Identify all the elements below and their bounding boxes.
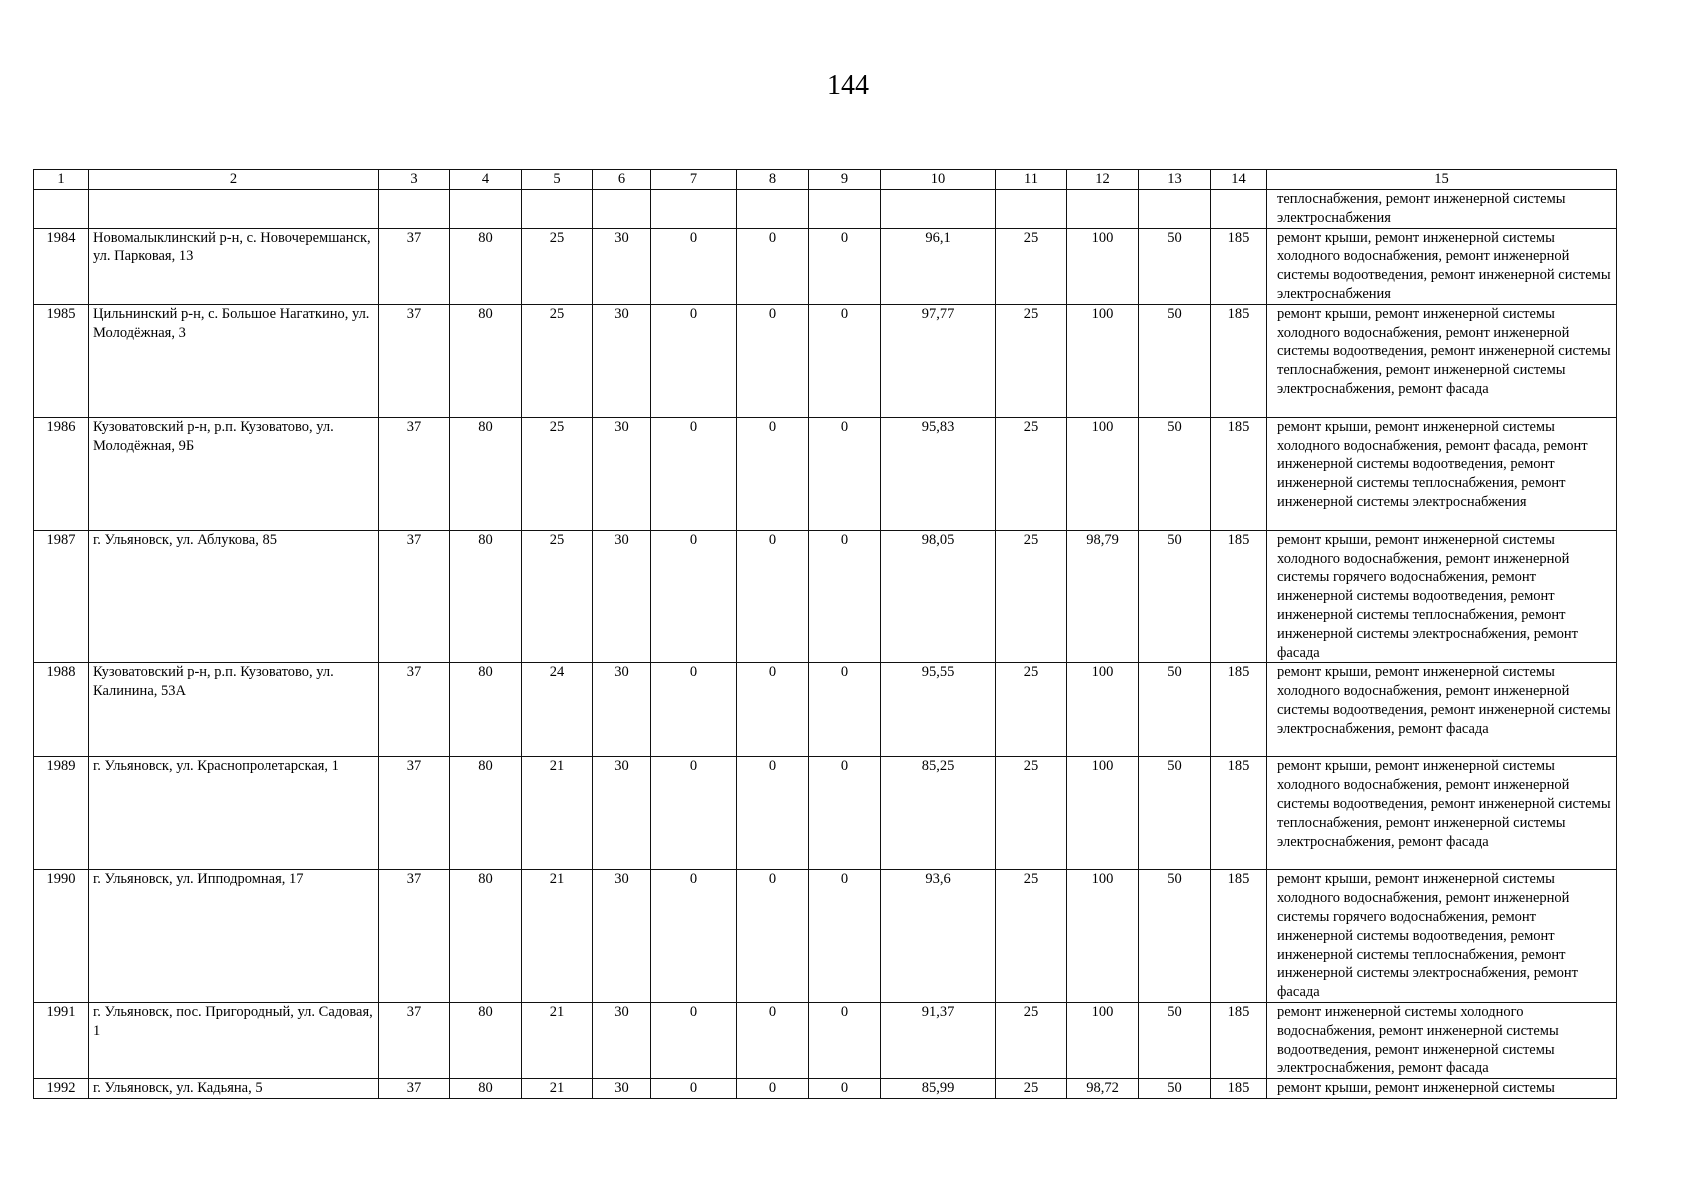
column-header: 14 (1211, 170, 1267, 190)
address-cell: Кузоватовский р-н, р.п. Кузоватово, ул. Калинина, 53А (89, 663, 379, 757)
value-cell: 25 (996, 304, 1067, 417)
value-cell: 100 (1067, 663, 1139, 757)
value-cell: 0 (809, 417, 881, 530)
row-number-cell: 1990 (34, 870, 89, 1003)
value-cell: 25 (522, 304, 593, 417)
value-cell: 80 (450, 417, 522, 530)
column-header: 3 (379, 170, 450, 190)
value-cell: 50 (1139, 304, 1211, 417)
address-cell: Цильнинский р-н, с. Большое Нагаткино, ул. Молодёжная, 3 (89, 304, 379, 417)
value-cell: 185 (1211, 663, 1267, 757)
value-cell: 100 (1067, 417, 1139, 530)
works-cell: ремонт крыши, ремонт инженерной системы холодного водоснабжения, ремонт инженерной системы горячего водоснабжения, ремонт инженерной системы водоотведения, ремонт инженерной системы теплоснабжения, ремонт инженерной системы электроснабжения, ремонт фасада (1267, 530, 1617, 663)
value-cell: 80 (450, 870, 522, 1003)
value-cell: 185 (1211, 1079, 1267, 1099)
value-cell: 185 (1211, 304, 1267, 417)
value-cell: 0 (651, 870, 737, 1003)
value-cell: 21 (522, 757, 593, 870)
value-cell: 0 (737, 757, 809, 870)
column-header: 15 (1267, 170, 1617, 190)
table-row-continued (34, 190, 1617, 229)
works-cell: ремонт крыши, ремонт инженерной системы холодного водоснабжения, ремонт фасада, ремонт инженерной системы водоотведения, ремонт инженерной системы теплоснабжения, ремонт инженерной системы электроснабжения (1267, 417, 1617, 530)
value-cell: 37 (379, 870, 450, 1003)
value-cell: 50 (1139, 228, 1211, 304)
row-number-cell: 1989 (34, 757, 89, 870)
value-cell: 25 (522, 228, 593, 304)
value-cell: 0 (651, 1002, 737, 1078)
value-cell: 185 (1211, 228, 1267, 304)
value-cell: 0 (809, 228, 881, 304)
works-cell: ремонт крыши, ремонт инженерной системы холодного водоснабжения, ремонт инженерной системы водоотведения, ремонт инженерной системы теплоснабжения, ремонт инженерной системы электроснабжения, ремонт фасада (1267, 757, 1617, 870)
column-header: 10 (881, 170, 996, 190)
value-cell: 100 (1067, 1002, 1139, 1078)
row-number-cell: 1988 (34, 663, 89, 757)
value-cell: 85,99 (881, 1079, 996, 1099)
value-cell: 97,77 (881, 304, 996, 417)
value-cell: 0 (651, 417, 737, 530)
address-cell: г. Ульяновск, ул. Аблукова, 85 (89, 530, 379, 663)
value-cell: 37 (379, 228, 450, 304)
value-cell: 0 (809, 304, 881, 417)
column-header: 8 (737, 170, 809, 190)
column-header: 7 (651, 170, 737, 190)
address-cell: г. Ульяновск, пос. Пригородный, ул. Садовая, 1 (89, 1002, 379, 1078)
row-number-cell: 1986 (34, 417, 89, 530)
value-cell: 0 (809, 1002, 881, 1078)
value-cell: 25 (522, 417, 593, 530)
value-cell: 85,25 (881, 757, 996, 870)
value-cell: 185 (1211, 870, 1267, 1003)
value-cell: 0 (737, 1002, 809, 1078)
value-cell: 30 (593, 1002, 651, 1078)
value-cell: 91,37 (881, 1002, 996, 1078)
table-row (34, 530, 1617, 663)
value-cell: 25 (996, 228, 1067, 304)
value-cell: 37 (379, 1079, 450, 1099)
table-row (34, 757, 1617, 870)
value-cell: 95,83 (881, 417, 996, 530)
table-row (34, 228, 1617, 304)
value-cell: 50 (1139, 870, 1211, 1003)
column-header: 6 (593, 170, 651, 190)
value-cell: 25 (996, 1002, 1067, 1078)
value-cell: 98,05 (881, 530, 996, 663)
value-cell: 0 (809, 663, 881, 757)
value-cell: 80 (450, 304, 522, 417)
value-cell: 25 (996, 870, 1067, 1003)
value-cell: 98,72 (1067, 1079, 1139, 1099)
value-cell: 37 (379, 304, 450, 417)
works-cell: теплоснабжения, ремонт инженерной системы электроснабжения (1267, 190, 1617, 229)
column-header: 13 (1139, 170, 1211, 190)
value-cell: 50 (1139, 530, 1211, 663)
column-header: 12 (1067, 170, 1139, 190)
value-cell: 25 (522, 530, 593, 663)
value-cell: 0 (737, 1079, 809, 1099)
value-cell: 50 (1139, 1079, 1211, 1099)
works-cell: ремонт крыши, ремонт инженерной системы холодного водоснабжения, ремонт инженерной системы водоотведения, ремонт инженерной системы электроснабжения, ремонт фасада (1267, 663, 1617, 757)
column-header: 4 (450, 170, 522, 190)
value-cell: 25 (996, 663, 1067, 757)
column-header: 2 (89, 170, 379, 190)
value-cell: 25 (996, 530, 1067, 663)
table-row (34, 304, 1617, 417)
value-cell: 100 (1067, 228, 1139, 304)
table-row (34, 1002, 1617, 1078)
value-cell: 80 (450, 757, 522, 870)
value-cell: 0 (737, 870, 809, 1003)
value-cell: 50 (1139, 417, 1211, 530)
table-row (34, 417, 1617, 530)
value-cell: 37 (379, 530, 450, 663)
value-cell: 93,6 (881, 870, 996, 1003)
row-number-cell: 1984 (34, 228, 89, 304)
row-number-cell: 1991 (34, 1002, 89, 1078)
value-cell: 185 (1211, 757, 1267, 870)
address-cell: Новомалыклинский р-н, с. Новочеремшанск, ул. Парковая, 13 (89, 228, 379, 304)
row-number-cell: 1992 (34, 1079, 89, 1099)
value-cell: 24 (522, 663, 593, 757)
value-cell: 30 (593, 228, 651, 304)
value-cell: 50 (1139, 663, 1211, 757)
value-cell: 0 (737, 228, 809, 304)
table-row (34, 870, 1617, 1003)
value-cell: 30 (593, 870, 651, 1003)
value-cell: 0 (651, 757, 737, 870)
value-cell: 0 (737, 417, 809, 530)
column-number-row (34, 170, 1617, 190)
value-cell: 0 (651, 530, 737, 663)
works-cell: ремонт крыши, ремонт инженерной системы холодного водоснабжения, ремонт инженерной системы горячего водоснабжения, ремонт инженерной системы водоотведения, ремонт инженерной системы теплоснабжения, ремонт инженерной системы электроснабжения, ремонт фасада (1267, 870, 1617, 1003)
column-header: 5 (522, 170, 593, 190)
value-cell: 0 (809, 757, 881, 870)
value-cell: 185 (1211, 530, 1267, 663)
value-cell: 0 (809, 1079, 881, 1099)
value-cell: 37 (379, 1002, 450, 1078)
value-cell: 21 (522, 1079, 593, 1099)
value-cell: 25 (996, 417, 1067, 530)
value-cell: 30 (593, 757, 651, 870)
page-number: 144 (827, 70, 869, 101)
table-row (34, 663, 1617, 757)
value-cell: 25 (996, 757, 1067, 870)
value-cell: 0 (651, 304, 737, 417)
value-cell: 96,1 (881, 228, 996, 304)
works-cell: ремонт инженерной системы холодного водоснабжения, ремонт инженерной системы водоотведения, ремонт инженерной системы электроснабжения, ремонт фасада (1267, 1002, 1617, 1078)
value-cell: 80 (450, 663, 522, 757)
value-cell: 30 (593, 663, 651, 757)
value-cell: 80 (450, 530, 522, 663)
value-cell: 0 (651, 663, 737, 757)
value-cell: 80 (450, 1002, 522, 1078)
value-cell: 0 (651, 1079, 737, 1099)
value-cell: 0 (737, 663, 809, 757)
value-cell: 30 (593, 1079, 651, 1099)
value-cell: 30 (593, 304, 651, 417)
row-number-cell: 1987 (34, 530, 89, 663)
value-cell: 98,79 (1067, 530, 1139, 663)
column-header: 1 (34, 170, 89, 190)
value-cell: 50 (1139, 757, 1211, 870)
column-header: 9 (809, 170, 881, 190)
table-row (34, 1079, 1617, 1099)
value-cell: 100 (1067, 304, 1139, 417)
value-cell: 30 (593, 530, 651, 663)
value-cell: 185 (1211, 417, 1267, 530)
value-cell: 100 (1067, 757, 1139, 870)
row-number-cell: 1985 (34, 304, 89, 417)
value-cell: 21 (522, 1002, 593, 1078)
value-cell: 0 (809, 530, 881, 663)
value-cell: 21 (522, 870, 593, 1003)
value-cell: 37 (379, 757, 450, 870)
value-cell: 80 (450, 228, 522, 304)
value-cell: 50 (1139, 1002, 1211, 1078)
repair-program-table (33, 169, 1617, 1099)
column-header: 11 (996, 170, 1067, 190)
value-cell: 95,55 (881, 663, 996, 757)
value-cell: 0 (737, 530, 809, 663)
value-cell: 37 (379, 663, 450, 757)
address-cell: г. Ульяновск, ул. Краснопролетарская, 1 (89, 757, 379, 870)
value-cell: 185 (1211, 1002, 1267, 1078)
value-cell: 0 (651, 228, 737, 304)
value-cell: 0 (809, 870, 881, 1003)
works-cell: ремонт крыши, ремонт инженерной системы холодного водоснабжения, ремонт инженерной системы водоотведения, ремонт инженерной системы теплоснабжения, ремонт инженерной системы электроснабжения, ремонт фасада (1267, 304, 1617, 417)
value-cell: 100 (1067, 870, 1139, 1003)
value-cell: 25 (996, 1079, 1067, 1099)
value-cell: 80 (450, 1079, 522, 1099)
value-cell: 37 (379, 417, 450, 530)
works-cell: ремонт крыши, ремонт инженерной системы холодного водоснабжения, ремонт инженерной системы водоотведения, ремонт инженерной системы электроснабжения (1267, 228, 1617, 304)
address-cell: г. Ульяновск, ул. Ипподромная, 17 (89, 870, 379, 1003)
address-cell: Кузоватовский р-н, р.п. Кузоватово, ул. Молодёжная, 9Б (89, 417, 379, 530)
address-cell: г. Ульяновск, ул. Кадьяна, 5 (89, 1079, 379, 1099)
works-cell: ремонт крыши, ремонт инженерной системы (1267, 1079, 1617, 1099)
value-cell: 30 (593, 417, 651, 530)
value-cell: 0 (737, 304, 809, 417)
